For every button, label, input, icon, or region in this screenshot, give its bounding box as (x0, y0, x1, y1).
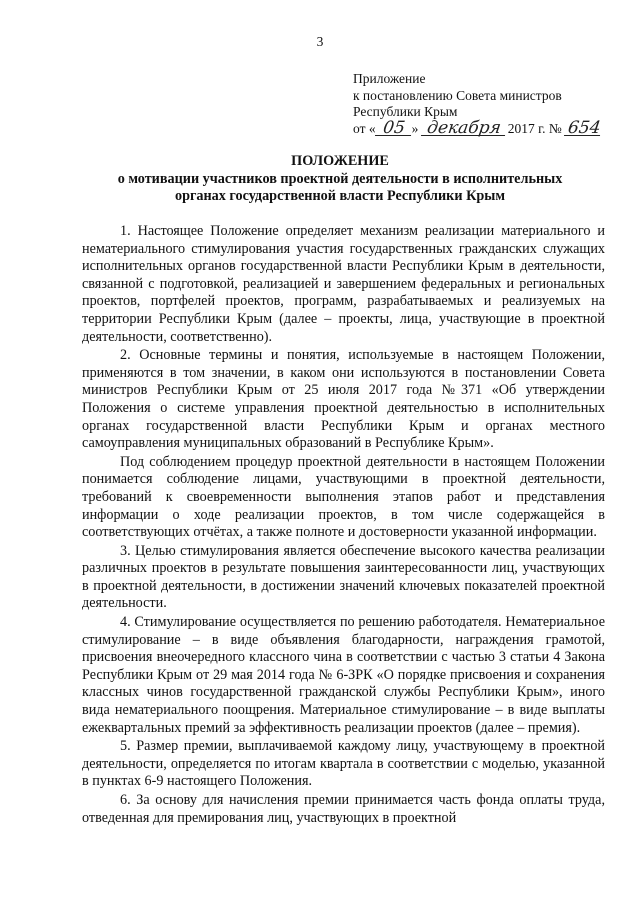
paragraph-3: 3. Целью стимулирования является обеспечение высокого качества реализации различных проектов в результате повышения заинтересованности лиц, участвующих в проектной деятельности, в достижении значений ключевых показателей проектной деятельности. (82, 542, 605, 612)
date-year-suffix: 2017 г. № (507, 120, 562, 136)
paragraph-6: 6. За основу для начисления премии принимается часть фонда оплаты труда, отведенная для премирования лиц, участвующих в проектной (82, 792, 605, 826)
date-quote-close: » (411, 120, 419, 136)
paragraph-4: 4. Стимулирование осуществляется по решению работодателя. Нематериальное стимулирование – в виде объявления благодарности, награждения грамотой, присвоения внеочередного классного чина в соответствии с частью 3 статьи 4 Закона Республики Крым от 29 мая 2014 года № 6-ЗРК «О порядке присвоения и сохранения классных чинов государственной гражданской службы Республики Крым», иного вида нематериального поощрения. Материальное стимулирование – в виде выплаты ежеквартальных премий за эффективность реализации проектов (далее – премия). (82, 614, 605, 736)
appendix-resolution: к постановлению Совета министров (353, 87, 562, 103)
date-prefix: от « (353, 120, 376, 136)
document-title (60, 153, 620, 206)
appendix-title: Приложение (353, 71, 426, 86)
handwritten-month: декабря (421, 121, 507, 136)
title-subtitle-line2: органах государственной власти Республики Крым (174, 188, 505, 204)
handwritten-doc-number: 654 (564, 121, 602, 136)
page-number: 3 (316, 34, 324, 49)
appendix-republic: Республики Крым (353, 104, 458, 119)
document-body (82, 223, 605, 827)
appendix-block (353, 71, 601, 137)
title-subtitle-line1: о мотивации участников проектной деятельности в исполнительных (117, 170, 563, 187)
title-heading: ПОЛОЖЕНИЕ (291, 153, 389, 169)
paragraph-5: 5. Размер премии, выплачиваемой каждому лицу, участвующему в проектной деятельности, определяется по итогам квартала в соответствии с моделью, указанной в пунктах 6-9 настоящего Положения. (82, 738, 605, 790)
paragraph-2: 2. Основные термины и понятия, используемые в настоящем Положении, применяются в том значении, в каком они используются в постановлении Совета министров Республики Крым от 25 июля 2017 года №371 «Об утверждении Положения о системе управления проектной деятельностью в исполнительных органах государственной власти Республики Крым и органах местного самоуправления муниципальных образований в Республике Крым». (82, 347, 605, 452)
appendix-date-line (353, 117, 603, 138)
handwritten-day: 05 (375, 121, 413, 136)
paragraph-1: 1. Настоящее Положение определяет механизм реализации материального и нематериального стимулирования участия государственных гражданских служащих исполнительных органов государственной власти Республики Крым в деятельности, связанной с подготовкой, реализацией и завершением федеральных и региональных проектов, портфелей проектов, программ, разрабатываемых и реализуемых на территории Республики Крым (далее – проекты, лица, участвующие в проектной деятельности, соответственно). (82, 223, 605, 345)
paragraph-2-continued: Под соблюдением процедур проектной деятельности в настоящем Положении понимается соблюдение лицами, участвующими в проектной деятельности, требований к своевременности выполнения этапов работ и представления информации о ходе реализации проектов, в том числе содержащейся в соответствующих отчётах, а также полноте и достоверности указанной информации. (82, 453, 605, 541)
